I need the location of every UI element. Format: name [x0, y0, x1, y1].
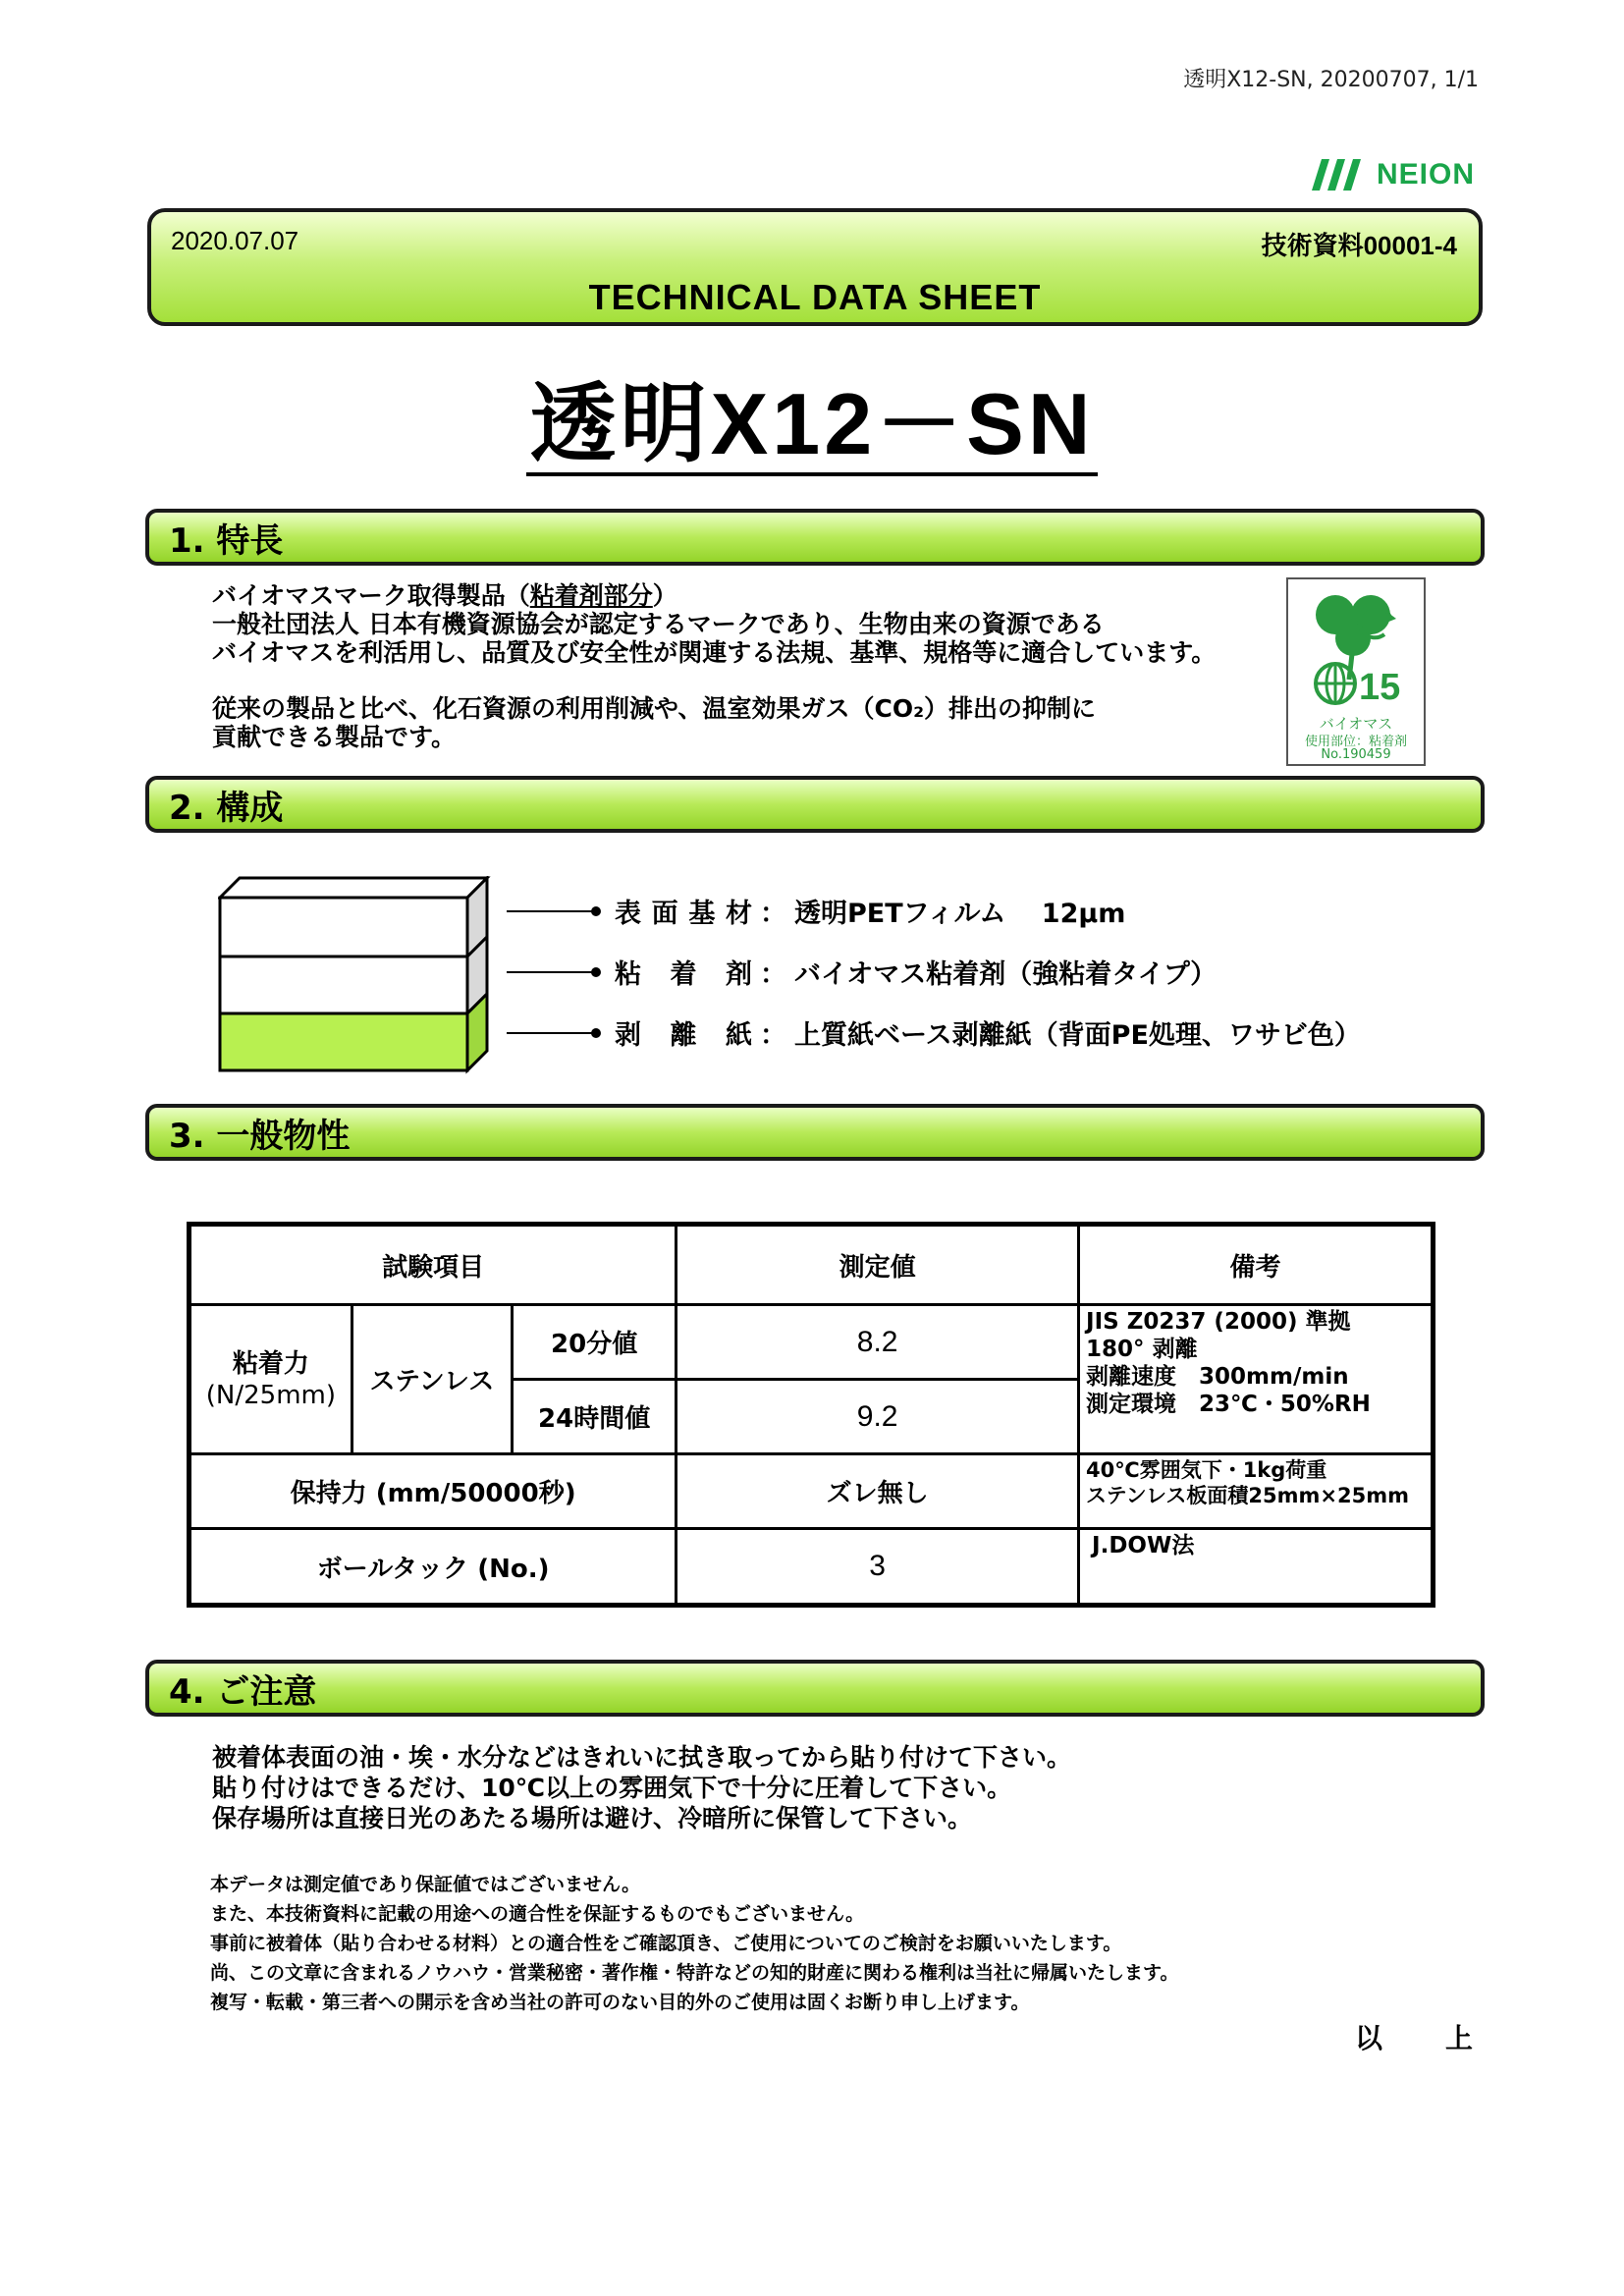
remark-line: 180° 剥離: [1086, 1337, 1198, 1362]
features-line: 従来の製品と比べ、化石資源の利用削減や、温室効果ガス（CO₂）排出の抑制に: [212, 694, 1097, 723]
remarks-cell: [1079, 1529, 1434, 1606]
section-title: 2. 構成: [169, 788, 284, 828]
remark-line: 40℃雰囲気下・1kg荷重: [1086, 1458, 1327, 1482]
product-title: [0, 377, 1624, 476]
disclaimer-line: 事前に被着体（貼り合わせる材料）との適合性をご確認頂き、ご使用についてのご検討をお願いいたします。: [210, 1933, 1122, 1954]
leader-line: [507, 910, 597, 912]
sheet-title: TECHNICAL DATA SHEET: [588, 277, 1042, 317]
value-cell: ズレ無し: [677, 1454, 1079, 1529]
layer-surface-film: [220, 898, 467, 957]
clover-globe-icon: [1294, 585, 1420, 713]
layer-diagram: [218, 876, 493, 1074]
section-title: 4. ご注意: [169, 1671, 317, 1712]
note-line: 貼り付けはできるだけ、10℃以上の雰囲気下で十分に圧着して下さい。: [212, 1774, 1012, 1802]
holding-label: 保持力 (mm/50000秒): [189, 1454, 677, 1529]
product-name: 透明X12－SN: [526, 377, 1099, 476]
table-header-row: [189, 1225, 1434, 1305]
mark-label: バイオマス: [1319, 715, 1393, 733]
table-row: [189, 1305, 1434, 1380]
adhesion-label: 粘着力 (N/25mm): [189, 1305, 352, 1454]
tack-label: ボールタック (No.): [189, 1529, 677, 1606]
caution-notes: [212, 1742, 1071, 1833]
layer-label: 剥離紙: [615, 1020, 752, 1051]
layer-adhesive: [220, 957, 467, 1013]
section-header-construction: [145, 776, 1485, 833]
issue-date: 2020.07.07: [171, 226, 299, 255]
leader-line: [507, 1032, 597, 1034]
condition-cell: 24時間値: [513, 1380, 677, 1454]
adhesion-substrate: ステンレス: [352, 1305, 512, 1454]
header-remarks: 備考: [1079, 1225, 1434, 1305]
layer-row-liner: 剥離紙 ： 上質紙ベース剥離紙（背面PE処理、ワサビ色）: [507, 1013, 1361, 1052]
header-value: 測定値: [677, 1225, 1079, 1305]
layer-top-face: [220, 878, 487, 898]
slash-logo-icon: [1312, 155, 1367, 194]
features-line: 貢献できる製品です。: [212, 723, 457, 751]
section-title: 3. 一般物性: [169, 1116, 351, 1156]
logo-text: NEION: [1377, 158, 1476, 191]
mark-usage: 使用部位：粘着剤: [1304, 735, 1407, 749]
remark-line: JIS Z0237 (2000) 準拠: [1086, 1309, 1351, 1335]
disclaimer: [210, 1870, 1178, 2017]
header-box: [147, 208, 1483, 326]
remark-line: ステンレス板面積25mm×25mm: [1086, 1484, 1409, 1507]
value-cell: 8.2: [677, 1305, 1079, 1380]
note-line: 被着体表面の油・埃・水分などはきれいに拭き取ってから貼り付けて下さい。: [212, 1743, 1072, 1772]
features-text: [212, 581, 1216, 751]
biomass-mark: [1286, 577, 1426, 766]
layer-label: 粘着剤: [615, 959, 752, 990]
table-row: [189, 1529, 1434, 1606]
layer-description: 上質紙ベース剥離紙（背面PE処理、ワサビ色）: [794, 1020, 1361, 1051]
end-mark: 以上: [1355, 2022, 1537, 2054]
mark-number: 15: [1359, 667, 1401, 708]
company-logo: [1312, 155, 1475, 194]
disclaimer-line: 複写・転載・第三者への開示を含め当社の許可のない目的外のご使用は固くお断り申し上げます。: [210, 1992, 1030, 2013]
features-line: バイオマスを利活用し、品質及び安全性が関連する法規、基準、規格等に適合しています。: [212, 638, 1217, 667]
table-row: [189, 1454, 1434, 1529]
layer-row-adhesive: 粘着剤 ： バイオマス粘着剤（強粘着タイプ）: [507, 953, 1217, 991]
remark-line: 測定環境 23℃・50%RH: [1086, 1392, 1371, 1417]
layer-release-liner: [220, 1013, 467, 1070]
disclaimer-line: 本データは測定値であり保証値ではございません。: [210, 1874, 641, 1895]
layer-label: 表面基材: [615, 899, 752, 929]
features-line: バイオマスマーク取得製品（粘着剤部分）: [212, 581, 677, 610]
features-line: 一般社団法人 日本有機資源協会が認定するマークであり、生物由来の資源である: [212, 610, 1105, 638]
layer-row-surface: 表面基材 ： 透明PETフィルム 12μm: [507, 892, 1125, 930]
section-title: 1. 特長: [169, 520, 284, 561]
disclaimer-line: また、本技術資料に記載の用途への適合性を保証するものでもございません。: [210, 1903, 865, 1925]
section-header-features: [145, 509, 1485, 566]
document-number: 技術資料00001-4: [1261, 231, 1457, 260]
remarks-cell: [1079, 1305, 1434, 1454]
value-cell: 9.2: [677, 1380, 1079, 1454]
section-header-properties: [145, 1104, 1485, 1161]
properties-table: [187, 1222, 1435, 1608]
disclaimer-line: 尚、この文章に含まれるノウハウ・営業秘密・著作権・特許などの知的財産に関わる権利は当社に帰属いたします。: [210, 1962, 1179, 1984]
note-line: 保存場所は直接日光のあたる場所は避け、冷暗所に保管して下さい。: [212, 1804, 973, 1832]
remarks-cell: [1079, 1454, 1434, 1529]
underlined-text: 粘着剤部分: [529, 581, 653, 610]
layer-description: 透明PETフィルム 12μm: [794, 899, 1126, 929]
leader-line: [507, 971, 597, 973]
document-reference: 透明X12-SN, 20200707, 1/1: [1183, 68, 1479, 92]
condition-cell: 20分値: [513, 1305, 677, 1380]
remark-line: J.DOW法: [1092, 1533, 1195, 1558]
layer-description: バイオマス粘着剤（強粘着タイプ）: [794, 959, 1218, 990]
section-header-cautions: [145, 1660, 1485, 1717]
remark-line: 剥離速度 300mm/min: [1086, 1364, 1349, 1390]
header-test-item: 試験項目: [189, 1225, 677, 1305]
mark-registration: No.190459: [1321, 747, 1391, 762]
value-cell: 3: [677, 1529, 1079, 1606]
